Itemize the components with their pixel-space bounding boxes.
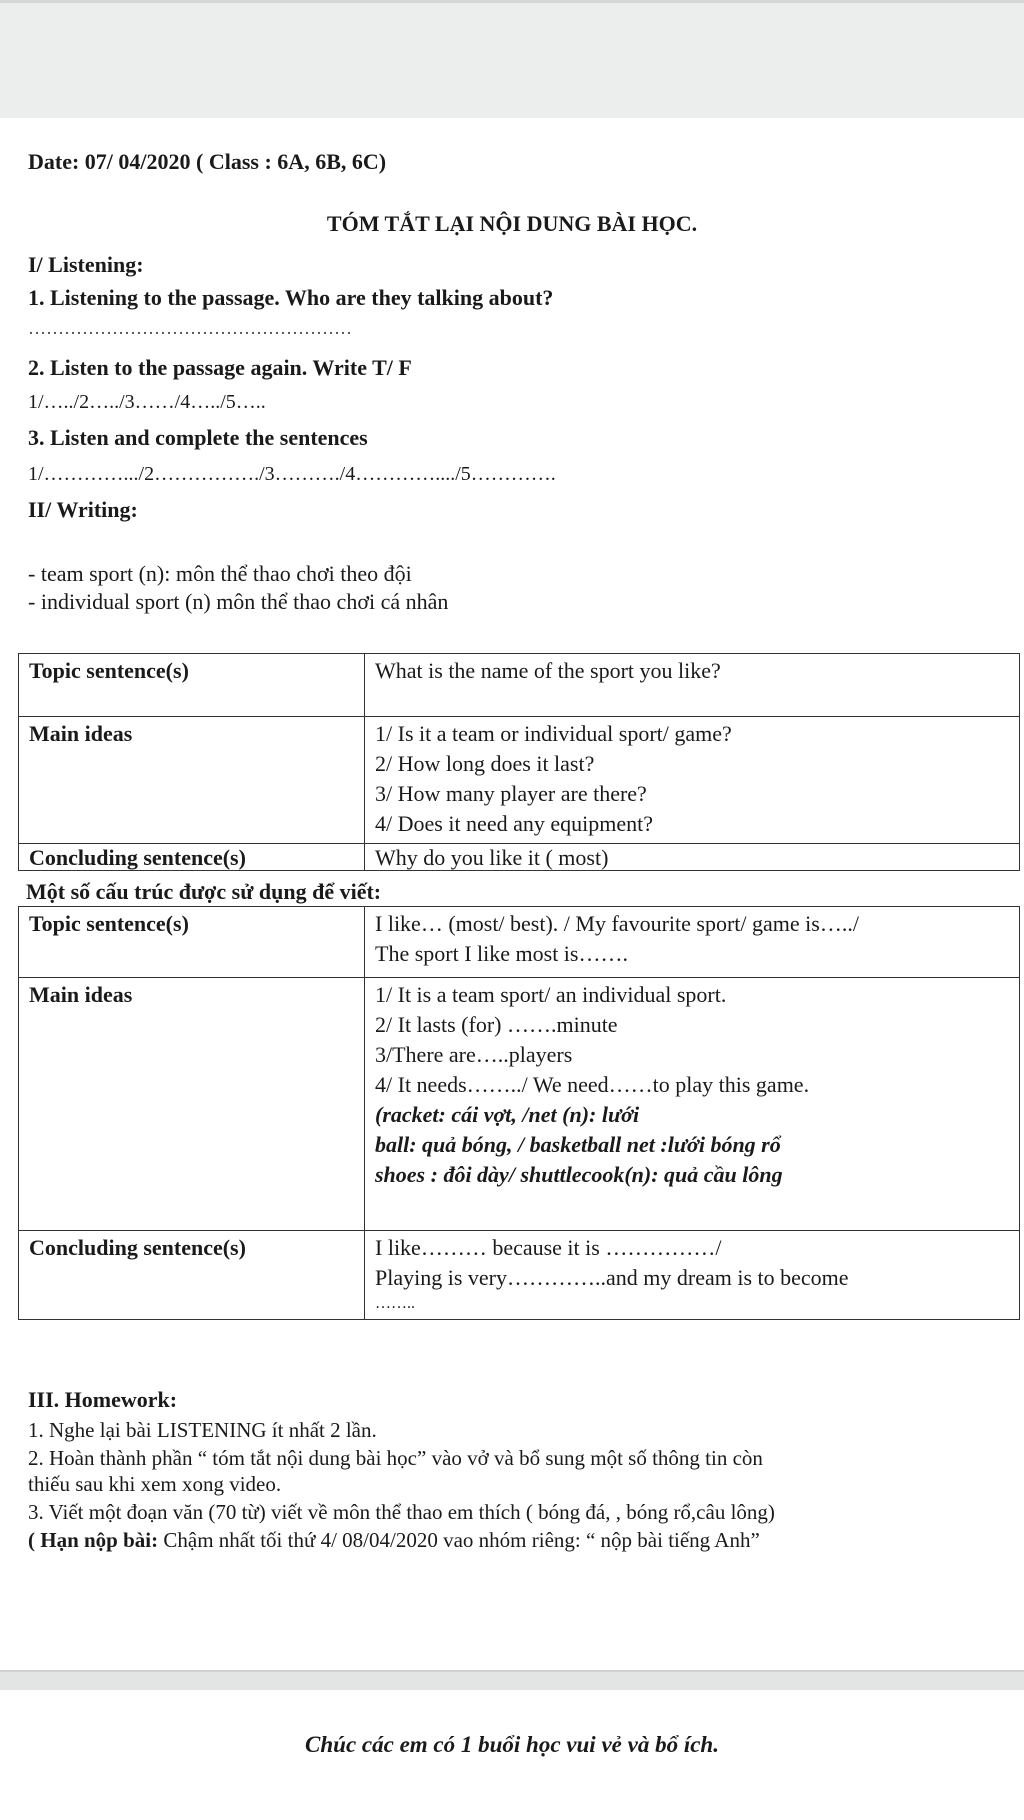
- listening-question-2-answers: 1/…../2…../3……/4…../5…..: [28, 391, 266, 413]
- vocab-item-1: - team sport (n): môn thể thao chơi theo đội: [28, 561, 412, 586]
- structures-table: [18, 906, 1020, 1320]
- structures-label-concluding: Concluding sentence(s): [19, 1231, 365, 1320]
- structures-label-main-ideas: Main ideas: [19, 978, 365, 1231]
- page-separator: [0, 1670, 1024, 1692]
- homework-deadline-text: Chậm nhất tối thứ 4/ 08/04/2020 vao nhóm riêng: “ nộp bài tiếng Anh”: [158, 1528, 760, 1552]
- listening-question-3: 3. Listen and complete the sentences: [28, 425, 368, 450]
- homework-heading: III. Homework:: [28, 1387, 178, 1412]
- table-row: [19, 717, 1020, 844]
- table-value-main-ideas: [365, 717, 1020, 844]
- homework-deadline: [28, 1526, 760, 1554]
- homework-deadline-label: ( Hạn nộp bài:: [28, 1528, 159, 1552]
- structure-line: ……..: [375, 1295, 415, 1312]
- table-row: [19, 654, 1020, 717]
- main-idea-line: 3/ How many player are there?: [375, 781, 647, 806]
- top-background-band: [0, 0, 1024, 121]
- table-value-concluding: Why do you like it ( most): [365, 844, 1020, 871]
- vocab-item-2: - individual sport (n) môn thể thao chơi cá nhân: [28, 589, 449, 614]
- page-title: TÓM TẮT LẠI NỘI DUNG BÀI HỌC.: [326, 211, 698, 236]
- date-line: Date: 07/ 04/2020 ( Class : 6A, 6B, 6C): [28, 149, 387, 174]
- structures-label-topic: Topic sentence(s): [19, 907, 365, 978]
- structures-value-topic: [365, 907, 1020, 978]
- equipment-note-line: (racket: cái vợt, /net (n): lưới: [375, 1102, 640, 1127]
- structure-line: 2/ It lasts (for) …….minute: [375, 1012, 618, 1037]
- structure-line: 1/ It is a team sport/ an individual sport.: [375, 982, 727, 1007]
- outline-table: [18, 653, 1020, 871]
- main-idea-line: 4/ Does it need any equipment?: [375, 811, 653, 836]
- table-row: [19, 844, 1020, 871]
- listening-question-1: 1. Listening to the passage. Who are they talking about?: [28, 285, 554, 310]
- structure-line: The sport I like most is…….: [375, 941, 628, 966]
- closing-message: Chúc các em có 1 buổi học vui vẻ và bổ ích.: [305, 1732, 719, 1757]
- listening-question-2: 2. Listen to the passage again. Write T/ F: [28, 355, 412, 380]
- table-row: [19, 978, 1020, 1231]
- structure-line: 4/ It needs……../ We need……to play this game.: [375, 1072, 810, 1097]
- document-page: [0, 118, 1024, 1670]
- equipment-note-line: ball: quả bóng, / basketball net :lưới bóng rổ: [375, 1132, 781, 1157]
- structure-line: I like……… because it is ……………/: [375, 1235, 722, 1260]
- listening-question-1-blank: ………………………………………………: [28, 318, 352, 338]
- footer-page: [0, 1690, 1024, 1820]
- structure-line: 3/There are…..players: [375, 1042, 573, 1067]
- structures-value-main-ideas: [365, 978, 1020, 1231]
- homework-item: 2. Hoàn thành phần “ tóm tắt nội dung bài học” vào vở và bổ sung một số thông tin còn: [28, 1446, 763, 1470]
- main-idea-line: 2/ How long does it last?: [375, 751, 595, 776]
- homework-item: 1. Nghe lại bài LISTENING ít nhất 2 lần.: [28, 1418, 377, 1442]
- structure-line: I like… (most/ best). / My favourite sport/ game is…../: [375, 911, 859, 936]
- writing-heading: II/ Writing:: [28, 497, 138, 522]
- equipment-note-line: shoes : đôi dày/ shuttlecook(n): quả cầu lông: [375, 1162, 783, 1187]
- listening-heading: I/ Listening:: [28, 252, 144, 277]
- table-row: [19, 1231, 1020, 1320]
- table-label-topic: Topic sentence(s): [19, 654, 365, 717]
- table-value-topic: What is the name of the sport you like?: [365, 654, 1020, 717]
- listening-question-3-answers: 1/………….../2……………./3………./4…………..../5………….: [28, 463, 556, 485]
- table-label-concluding: Concluding sentence(s): [19, 844, 365, 871]
- structure-line: Playing is very…………..and my dream is to become: [375, 1265, 849, 1290]
- structures-heading: Một số cấu trúc được sử dụng để viết:: [26, 879, 382, 904]
- main-idea-line: 1/ Is it a team or individual sport/ game?: [375, 721, 732, 746]
- table-row: [19, 907, 1020, 978]
- table-label-main-ideas: Main ideas: [19, 717, 365, 844]
- homework-item: thiếu sau khi xem xong video.: [28, 1472, 282, 1496]
- structures-value-concluding: [365, 1231, 1020, 1320]
- homework-item: 3. Viết một đoạn văn (70 từ) viết về môn thể thao em thích ( bóng đá, , bóng rổ,câu lông): [28, 1500, 775, 1524]
